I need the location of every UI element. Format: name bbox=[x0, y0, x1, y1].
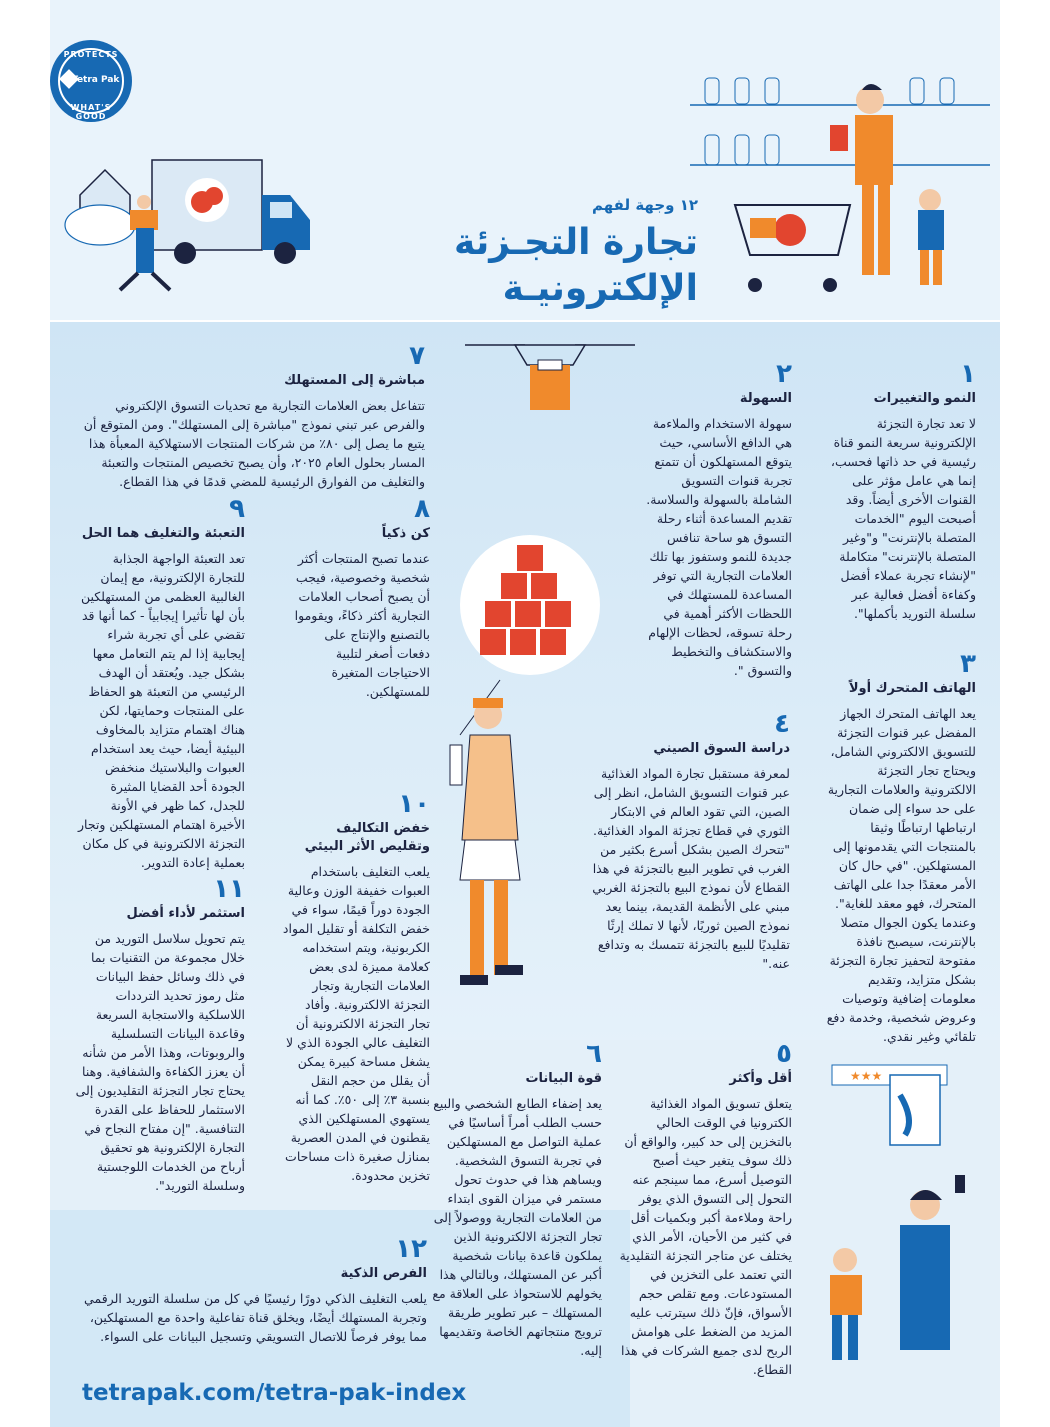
section-5 bbox=[612, 1040, 792, 1379]
section-body: تتفاعل بعض العلامات التجارية مع تحديات التسوق الإلكتروني والفرص عبر تبني نموذج "مباشرة إلى المستهلك". ومن المتوقع أن يتبع ما يصل إلى ٨٠٪ من شركات المنتجات الاستهلاكية المعبأة هذا المسار بحلول العام ٢٠٢٥، وأن يصبح تخصيص المنتجات والتعبئة والتغليف من الفوارق الرئيسية للمضي قدمًا في هذا القطاع. bbox=[83, 398, 425, 489]
section-number: ١٠ bbox=[398, 789, 430, 819]
section-body: سهولة الاستخدام والملاءمة هي الدافع الأساسي، حيث يتوقع المستهلكون أن تتمتع تجربة قنوات التسويق الشاملة بالسهولة والسلاسة. تقديم المساعدة أثناء رحلة التسوق هو ساحة تنافس جديدة للنمو وستفوز بها تلك العلامات التجارية التي توفر المساعدة للمستهلك في اللحظات الأكثر أهمية في رحلة تسوقه، لحظات الإلهام والاستكشاف والتخطيط والتسوق ". bbox=[646, 416, 792, 678]
footer-url-link[interactable]: tetrapak.com/tetra-pak-index bbox=[82, 1380, 467, 1406]
section-body: يتم تحويل سلاسل التوريد من خلال مجموعة من التقنيات بما في ذلك وسائل حفظ البيانات مثل رموز تحديد الترددات اللاسلكية والاستجابة السريعة وقاعدة البيانات التسلسلية والروبوتات، وهذا الأمر من شأنه أن يعزز الكفاءة والشفافية. وهنا يحتاج تجار التجزئة التقليديون إلى الاستثمار للحفاظ على القدرة التنافسية. "إن مفتاح النجاح في التجارة الإلكترونية هو تحقيق أرباح من الخدمات اللوجستية وسلسلة التوريد". bbox=[75, 931, 245, 1193]
man-with-phone-illustration bbox=[440, 640, 570, 1010]
section-body: لا تعد تجارة التجزئة الإلكترونية سريعة النمو قناة رئيسية في حد ذاتها فحسب، إنما هي عامل مؤثر على القنوات الأخرى أيضاً. وقد أصبحت اليوم "الخدمات المتصلة بالإنترنت" و"وغير المتصلة بالإنترنت" متكاملة "لإنشاء تجربة عملاء أفضل وكفاءة أفضل فعالية عبر سلسلة التوريد بأكملها". bbox=[830, 416, 976, 621]
section-10 bbox=[282, 790, 430, 1185]
logo-name: Tetra Pak bbox=[72, 75, 120, 85]
section-6 bbox=[430, 1040, 602, 1360]
section-number: ٢ bbox=[776, 359, 792, 389]
section-7 bbox=[75, 342, 425, 491]
section-title: الفرص الذكية bbox=[340, 1266, 427, 1281]
section-3 bbox=[826, 650, 976, 1046]
svg-text:★★★: ★★★ bbox=[850, 1069, 883, 1083]
logo-top-text: PROTECTS bbox=[63, 50, 119, 59]
shopping-family-illustration bbox=[690, 70, 1000, 305]
section-title: الهاتف المتحرك أولاً bbox=[848, 681, 976, 696]
section-number: ٦ bbox=[586, 1039, 602, 1069]
section-title: قوة البيانات bbox=[525, 1071, 602, 1086]
section-body: عندما تصبح المنتجات أكثر شخصية وخصوصية، فيجب أن يصبح أصحاب العلامات التجارية أكثر ذكاءً، ويقوموا بالتصنيع والإنتاج على دفعات أصغر لتلبية الاحتياجات المتغيرة للمستهلكين. bbox=[294, 551, 430, 699]
section-11 bbox=[75, 875, 245, 1195]
section-number: ٩ bbox=[229, 494, 245, 524]
section-8 bbox=[290, 495, 430, 701]
section-number: ١٢ bbox=[395, 1234, 427, 1264]
page-subtitle: ١٢ وجهة لفهم bbox=[592, 196, 698, 214]
section-body: يعد الهاتف المتحرك الجهاز المفضل عبر قنوات التجزئة للتسويق الالكتروني الشامل، ويحتاج تجار التجزئة الالكترونية والعلامات التجارية على حد سواء إلى ضمان ارتباطها ارتباطًا وثيقا بالمنتجات التي يقدمونها إلى المستهلكين. "في حال كان الأمر معقدًا جدا على الهاتف المتحرك، فهو معقد للغاية". وعندما يكون الجوال متصلا بالإنترنت، سيصبح نافذة مفتوحة لتحفيز تجارة التجزئة بشكل متزايد، وتقديم معلومات إضافية وتوصيات وعروض شخصية، وخدمة دفع تلقائي وغير نقدي. bbox=[826, 706, 976, 1044]
section-number: ٨ bbox=[414, 494, 430, 524]
section-title: دراسة السوق الصيني bbox=[653, 741, 790, 756]
section-body: يلعب التغليف باستخدام العبوات خفيفة الوزن وعالية الجودة دوراً قيمًا، سواء في خفض التكلفة أو تقليل المواد الكربونية، ويتم استخدامه كعلامة مميزة لدى بعض العلامات التجارية وتجار التجزئة الالكترونية. وأفاد تجار التجزئة الالكترونية أن التغليف عالي الجودة الذي لا يشغل مساحة كبيرة يمكن أن يقلل من حجم النقل بنسبة ٣٪ إلى ٥٠٪. كما أنه يستهوي المستهلكين الذي يقطنون في المدن العصرية بمنازل صغيرة ذات مساحات تخزين محدودة. bbox=[282, 864, 430, 1183]
section-body: يتعلق تسويق المواد الغذائية الكترونيا في الوقت الحالي بالتخزين إلى حد كبير، والواقع أن ذلك سوف يتغير حيث أصبح التوصيل أسرع، مما سينجم عنه التحول إلى التسوق الذي يوفر راحة وملاءمة أكبر وبكميات أقل في كثير من الأحيان، الأمر الذي يختلف عن متاجر التجزئة التقليدية التي تعتمد على التخزين في المستودعات. ومع تقلص حجم الأسواق، فإنّ ذلك سيترتب عليه المزيد من الضغط على هوامش الربح لدى جميع الشركات في هذا القطاع. bbox=[619, 1096, 792, 1377]
section-title: استثمر لأداء أفضل bbox=[126, 906, 245, 921]
section-number: ١١ bbox=[213, 874, 245, 904]
section-title: خفض التكاليف وتقليص الأثر البيئي bbox=[304, 821, 430, 854]
section-title: السهولة bbox=[739, 391, 792, 406]
section-title: النمو والتغييرات bbox=[873, 391, 976, 406]
section-title: مباشرة إلى المستهلك bbox=[284, 373, 425, 388]
section-4 bbox=[590, 710, 790, 973]
delivery-truck-illustration bbox=[60, 150, 350, 305]
section-9 bbox=[75, 495, 245, 872]
section-number: ٧ bbox=[409, 341, 425, 371]
section-number: ٣ bbox=[960, 649, 976, 679]
page-title: تجارة التجـزئة الإلكترونيـة bbox=[453, 222, 698, 309]
section-title: أقل وأكثر bbox=[729, 1071, 792, 1086]
section-body: يعد إضفاء الطابع الشخصي والبيع حسب الطلب أمراً أساسيًا في عملية التواصل مع المستهلكين في تجربة التسوق الشخصية. ويساهم هذا في حدوث تحول مستمر في ميزان القوى ابتداء من العلامات التجارية ووصولاً إلى تجار التجزئة الالكترونية الذين يملكون قاعدة بيانات شخصية أكبر عن المستهلك، وبالتالي هذا يخولهم للاستحواذ على العلاقة مع المستهلك – عبر تطوير طريقة ترويج منتجاتهم الخاصة وتقديمها إليه. bbox=[432, 1096, 602, 1358]
section-title: التعبئة والتغليف هما الحل bbox=[81, 526, 245, 541]
section-2 bbox=[642, 360, 792, 680]
section-number: ١ bbox=[960, 359, 976, 389]
section-body: يلعب التغليف الذكي دورًا رئيسيًا في كل من سلسلة التوريد الرقمي وتجربة المستهلك أيضًا، ويخلق قناة تفاعلية واحدة مع المستهلكين، مما يوفر فرصاً للاتصال التسويقي وتسجيل البيانات على السواء. bbox=[84, 1291, 427, 1344]
section-1 bbox=[826, 360, 976, 623]
section-title: كن ذكياً bbox=[381, 526, 430, 541]
mother-child-scanning-illustration bbox=[760, 1050, 990, 1380]
section-body: تعد التعبئة الواجهة الجذابة للتجارة الإلكترونية، مع إيمان الغالبية العظمى من المستهلكين بأن لها تأثيرا إيجابياً - كما أنها قد تقضي على أي تجربة شراء إيجابية إذا لم يتم التعامل معها بشكل جيد. ويُعتقد أن الهدف الرئيسي من التعبئة هو الحفاظ على المنتجات وحمايتها، لكن هناك اهتمام متزايد بالمخاوف البيئية أيضا، حيث يعد استخدام العبوات والبلاستيك منخفض الجودة أحد القضايا المثيرة للجدل، كما ظهر في الأونة الأخيرة اهتمام المستهلكين وتجار التجزئة الالكترونية في كل مكان بعملية إعادة التدوير. bbox=[77, 551, 245, 870]
section-number: ٤ bbox=[774, 709, 790, 739]
section-body: لمعرفة مستقبل تجارة المواد الغذائية عبر قنوات التسويق الشامل، انظر إلى الصين، التي تقود العالم في الابتكار الثوري في قطاع تجزئة المواد الغذائية. "تتحرك الصين بشكل أسرع بكثير من الغرب في تطوير البيع بالتجزئة في هذا القطاع لأن نموذج البيع بالتجزئة الغربي مبني على الأنظمة القديمة، بينما يعد نموذج الصين ثوريًا، لأنها لا تملك إرثًا تقليديًا للبيع بالتجزئة تتمسك به وتدافع عنه." bbox=[592, 766, 790, 971]
drone-delivery-illustration bbox=[455, 330, 645, 415]
section-number: ٥ bbox=[776, 1039, 792, 1069]
logo-bottom-text: WHAT'S GOOD bbox=[70, 103, 112, 121]
section-12 bbox=[82, 1235, 427, 1346]
